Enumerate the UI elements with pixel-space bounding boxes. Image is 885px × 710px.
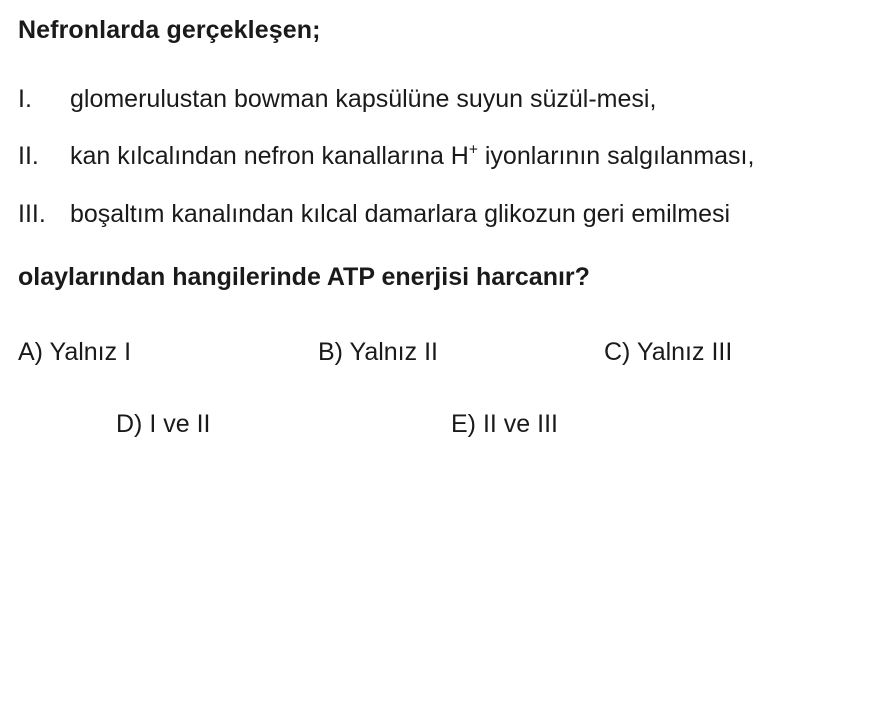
choices-row-first [18,336,867,369]
item-text [70,196,867,234]
item-text-main: boşaltım kanalından kılcal damarlara glikozun geri emilmesi [70,199,731,228]
list-item [18,81,867,119]
choice-option-b[interactable]: B) Yalnız II [318,337,438,366]
choice-option-d[interactable]: D) I ve II [116,410,211,438]
choice-option-a[interactable]: A) Yalnız I [18,337,132,366]
item-text [70,81,867,119]
roman-item-list [18,81,867,234]
item-text-main: kan kılcalından nefron kanallarına H [70,142,469,170]
item-number: III. [18,199,46,228]
item-text-main: glomerulustan bowman kapsülüne suyun süzül-mesi, [70,84,657,113]
item-text [70,138,867,176]
choices-row-second [18,408,867,441]
choice-option-e[interactable]: E) II ve III [451,410,558,438]
choice-option-c[interactable]: C) Yalnız III [604,337,733,366]
item-number: I. [18,84,32,113]
item-number: II. [18,142,39,170]
list-item [18,196,867,234]
item-text-tail: iyonlarının salgılanması, [477,142,755,170]
superscript-charge: + [468,141,478,159]
question-stem: Nefronlarda gerçekleşen; [18,16,321,44]
question-prompt: olaylarından hangilerinde ATP enerjisi harcanır? [18,263,590,291]
list-item [18,138,867,176]
